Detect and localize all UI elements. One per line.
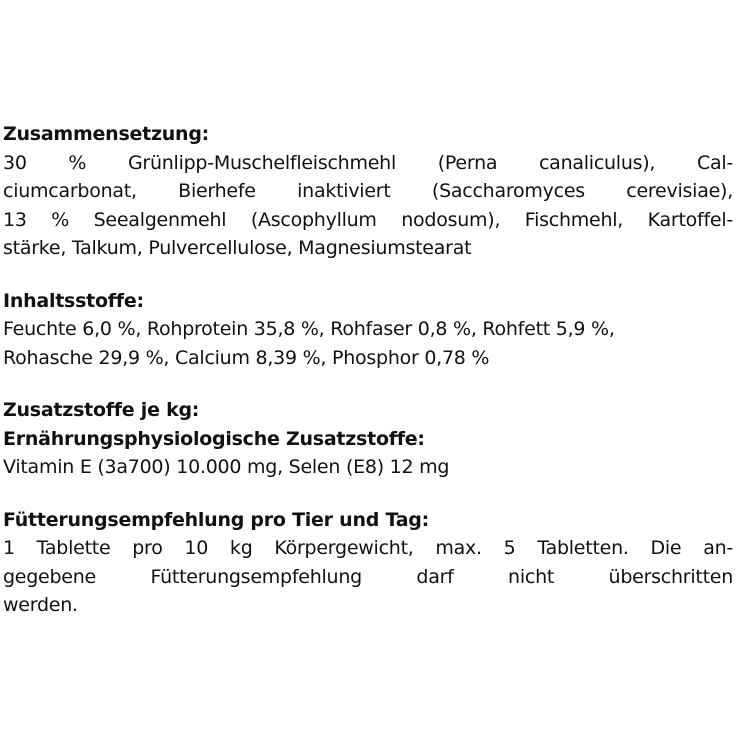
- composition-section: [3, 120, 733, 263]
- feeding-section: [3, 506, 733, 620]
- additives-heading: Zusatzstoffe je kg:: [3, 399, 200, 421]
- additives-section: [3, 396, 733, 482]
- feeding-line: werden.: [3, 594, 78, 616]
- composition-line: 30 % Grünlipp-Muschelfleischmehl (Perna canaliculus), Cal-: [3, 151, 733, 174]
- feeding-line: gegebene Fütterungsempfehlung darf nicht überschritten: [3, 565, 733, 588]
- ingredients-heading: Inhaltsstoffe:: [3, 289, 144, 312]
- ingredients-line: Feuchte 6,0 %, Rohprotein 35,8 %, Rohfaser 0,8 %, Rohfett 5,9 %,: [3, 318, 615, 340]
- product-label-text: [3, 120, 733, 644]
- feeding-line: 1 Tablette pro 10 kg Körpergewicht, max. 5 Tabletten. Die an-: [3, 537, 733, 559]
- composition-line: stärke, Talkum, Pulvercellulose, Magnesiumstearat: [3, 237, 472, 259]
- ingredients-line: Rohasche 29,9 %, Calcium 8,39 %, Phosphor 0,78 %: [3, 346, 490, 369]
- ingredients-section: [3, 287, 733, 373]
- additives-line: Vitamin E (3a700) 10.000 mg, Selen (E8) 12 mg: [3, 456, 450, 478]
- composition-heading: Zusammensetzung:: [3, 123, 210, 145]
- composition-line: ciumcarbonat, Bierhefe inaktiviert (Saccharomyces cerevisiae),: [3, 180, 733, 202]
- composition-line: 13 % Seealgenmehl (Ascophyllum nodosum), Fischmehl, Kartoffel-: [3, 208, 733, 231]
- additives-subheading: Ernährungsphysiologische Zusatzstoffe:: [3, 427, 425, 450]
- feeding-heading: Fütterungsempfehlung pro Tier und Tag:: [3, 508, 429, 531]
